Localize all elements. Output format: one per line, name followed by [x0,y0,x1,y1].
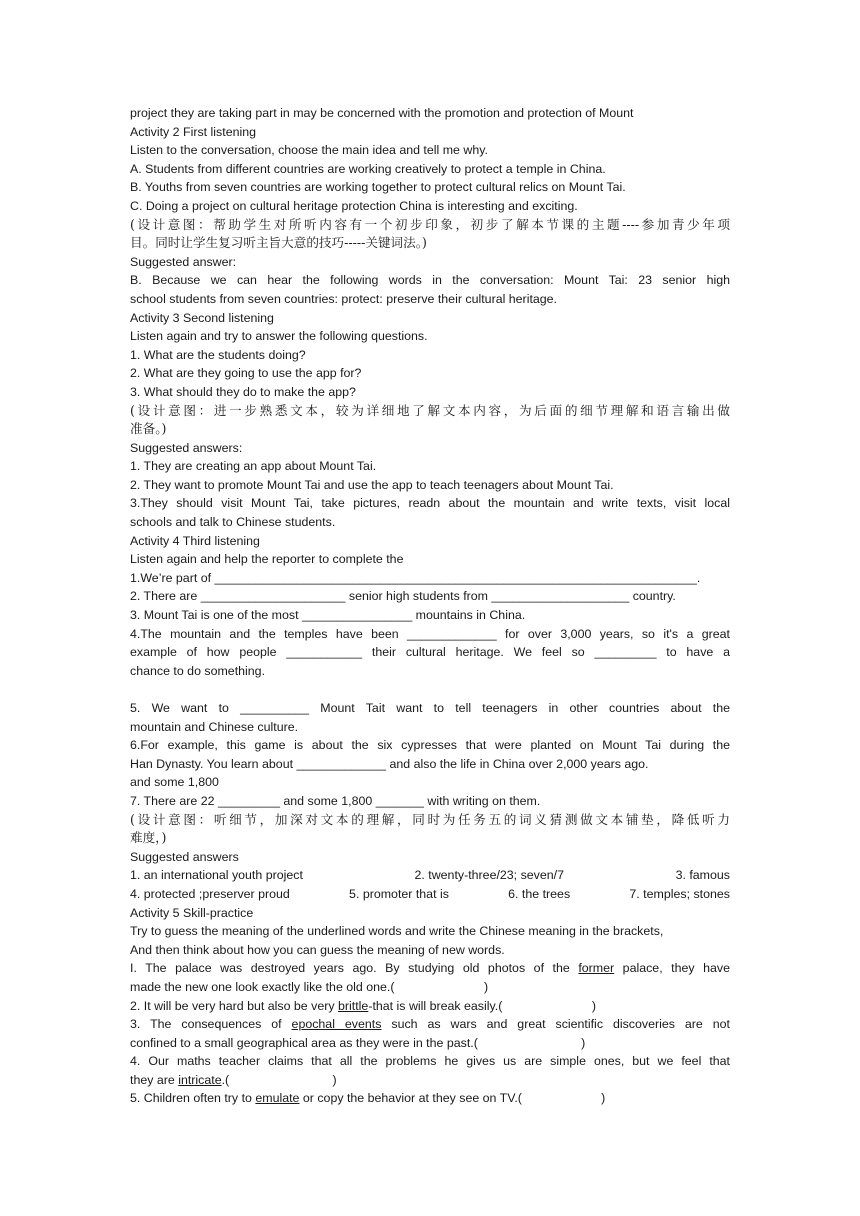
answer-1: 1. an international youth project [130,868,303,883]
text-line: Han Dynasty. You learn about _____________ and also the life in China over 2,000 years ago. [130,756,649,771]
text-line: 1. They are creating an app about Mount Tai. [130,459,377,474]
question-1-line-1: I. The palace was destroyed years ago. By studying old photos of the former palace, they have [130,961,731,976]
text-line: 7. There are 22 _________ and some 1,800 _______ with writing on them. [130,793,541,808]
answers-row-1 [130,866,730,885]
underlined-word-brittle: brittle [338,998,369,1013]
activity-5-intro-2: And then think about how you can guess the meaning of new words. [130,942,505,957]
text-line: Activity 2 First listening [130,124,257,139]
text-line: example of how people ___________ their cultural heritage. We feel so _________ to have a [130,645,730,660]
question-5: 5. Children often try to emulate or copy the behavior at they see on TV.( ) [130,1091,606,1106]
question-4-line-1: 4. Our maths teacher claims that all the problems he gives us are simple ones, but we feel that [130,1054,730,1069]
text-line: Activity 3 Second listening [130,310,274,325]
answer-5: 5. promoter that is [349,886,449,901]
text-line: Listen again and try to answer the following questions. [130,329,428,344]
text-line: Suggested answers: [130,440,243,455]
text-line: and some 1,800 [130,775,219,790]
text-line: school students from seven countries: protect: preserve their cultural heritage. [130,291,557,306]
answer-6: 6. the trees [508,886,571,901]
question-1-line-2: made the new one look exactly like the old one.( ) [130,979,489,994]
text-line: 1. What are the students doing? [130,347,306,362]
text-line: 难度，) [130,830,167,846]
text-line: 目。同时让学生复习听主旨大意的技巧-----关键词法。) [130,235,427,251]
text-line: Suggested answers [130,849,239,864]
text-line: mountain and Chinese culture. [130,719,299,734]
text-line: C. Doing a project on cultural heritage protection China is interesting and exciting. [130,198,578,213]
underlined-word-intricate: intricate [178,1072,222,1087]
answer-7: 7. temples; stones [629,886,730,901]
text-line: Listen to the conversation, choose the main idea and tell me why. [130,143,488,158]
text-line: Suggested answer: [130,254,237,269]
text-line: 3. What should they do to make the app? [130,384,356,399]
text-line: 1.We’re part of ______________________________________________________________________. [130,570,701,585]
activity-5-title: Activity 5 Skill-practice [130,905,254,920]
document-body [130,104,730,866]
text-line: 3. Mount Tai is one of the most ________________ mountains in China. [130,608,526,623]
text-line: 5. We want to __________ Mount Tait want to tell teenagers in other countries about the [130,701,730,715]
text-line: 2. What are they going to use the app for? [130,366,362,381]
question-2: 2. It will be very hard but also be very brittle-that is will break easily.( ) [130,998,596,1013]
underlined-word-former: former [578,961,615,976]
underlined-word-emulate: emulate [255,1091,300,1106]
text-line: Listen again and help the reporter to complete the [130,552,404,567]
document-page [130,104,730,1108]
text-line: schools and talk to Chinese students. [130,515,336,530]
answer-2: 2. twenty-three/23; seven/7 [414,868,564,883]
blank-line [130,680,730,699]
answer-4: 4. protected ;preserver proud [130,886,290,901]
text-line: (设计意图：帮助学生对所听内容有一个初步印象，初步了解本节课的主题----参加青少年项 [130,216,730,232]
text-line: Activity 4 Third listening [130,533,260,548]
text-line: 3.They should visit Mount Tai, take pictures, readn about the mountain and write texts, visit local [130,496,730,511]
text-line: B. Because we can hear the following words in the conversation: Mount Tai: 23 senior high [130,273,730,288]
text-line: (设计意图：听细节，加深对文本的理解，同时为任务五的词义猜测做文本铺垫，降低听力 [130,811,730,827]
question-4-line-2: they are intricate.( ) [130,1072,337,1087]
text-line: B. Youths from seven countries are working together to protect cultural relics on Mount Tai. [130,180,626,195]
text-line: (设计意图：进一步熟悉文本，较为详细地了解文本内容，为后面的细节理解和语言输出做 [130,402,730,418]
text-line: project they are taking part in may be concerned with the promotion and protection of Mount [130,106,634,120]
question-3-line-1: 3. The consequences of epochal events such as wars and great scientific discoveries are not [130,1017,730,1032]
text-line: 准备。) [130,421,167,437]
answer-3: 3. famous [675,868,730,883]
answers-row-2 [130,885,730,904]
text-line: chance to do something. [130,663,266,678]
text-line: 6.For example, this game is about the six cypresses that were planted on Mount Tai during the [130,738,730,753]
text-line: 2. There are _____________________ senior high students from ____________________ country. [130,589,676,604]
activity-5-intro-1: Try to guess the meaning of the underlined words and write the Chinese meaning in the brackets, [130,924,664,939]
question-3-line-2: confined to a small geographical area as they were in the past.( ) [130,1035,586,1050]
text-line: 4.The mountain and the temples have been _____________ for over 3,000 years, so it's a great [130,626,730,641]
text-line: A. Students from different countries are working creatively to protect a temple in China. [130,161,606,176]
underlined-word-epochal-events: epochal events [291,1017,382,1032]
text-line: 2. They want to promote Mount Tai and use the app to teach teenagers about Mount Tai. [130,477,614,492]
